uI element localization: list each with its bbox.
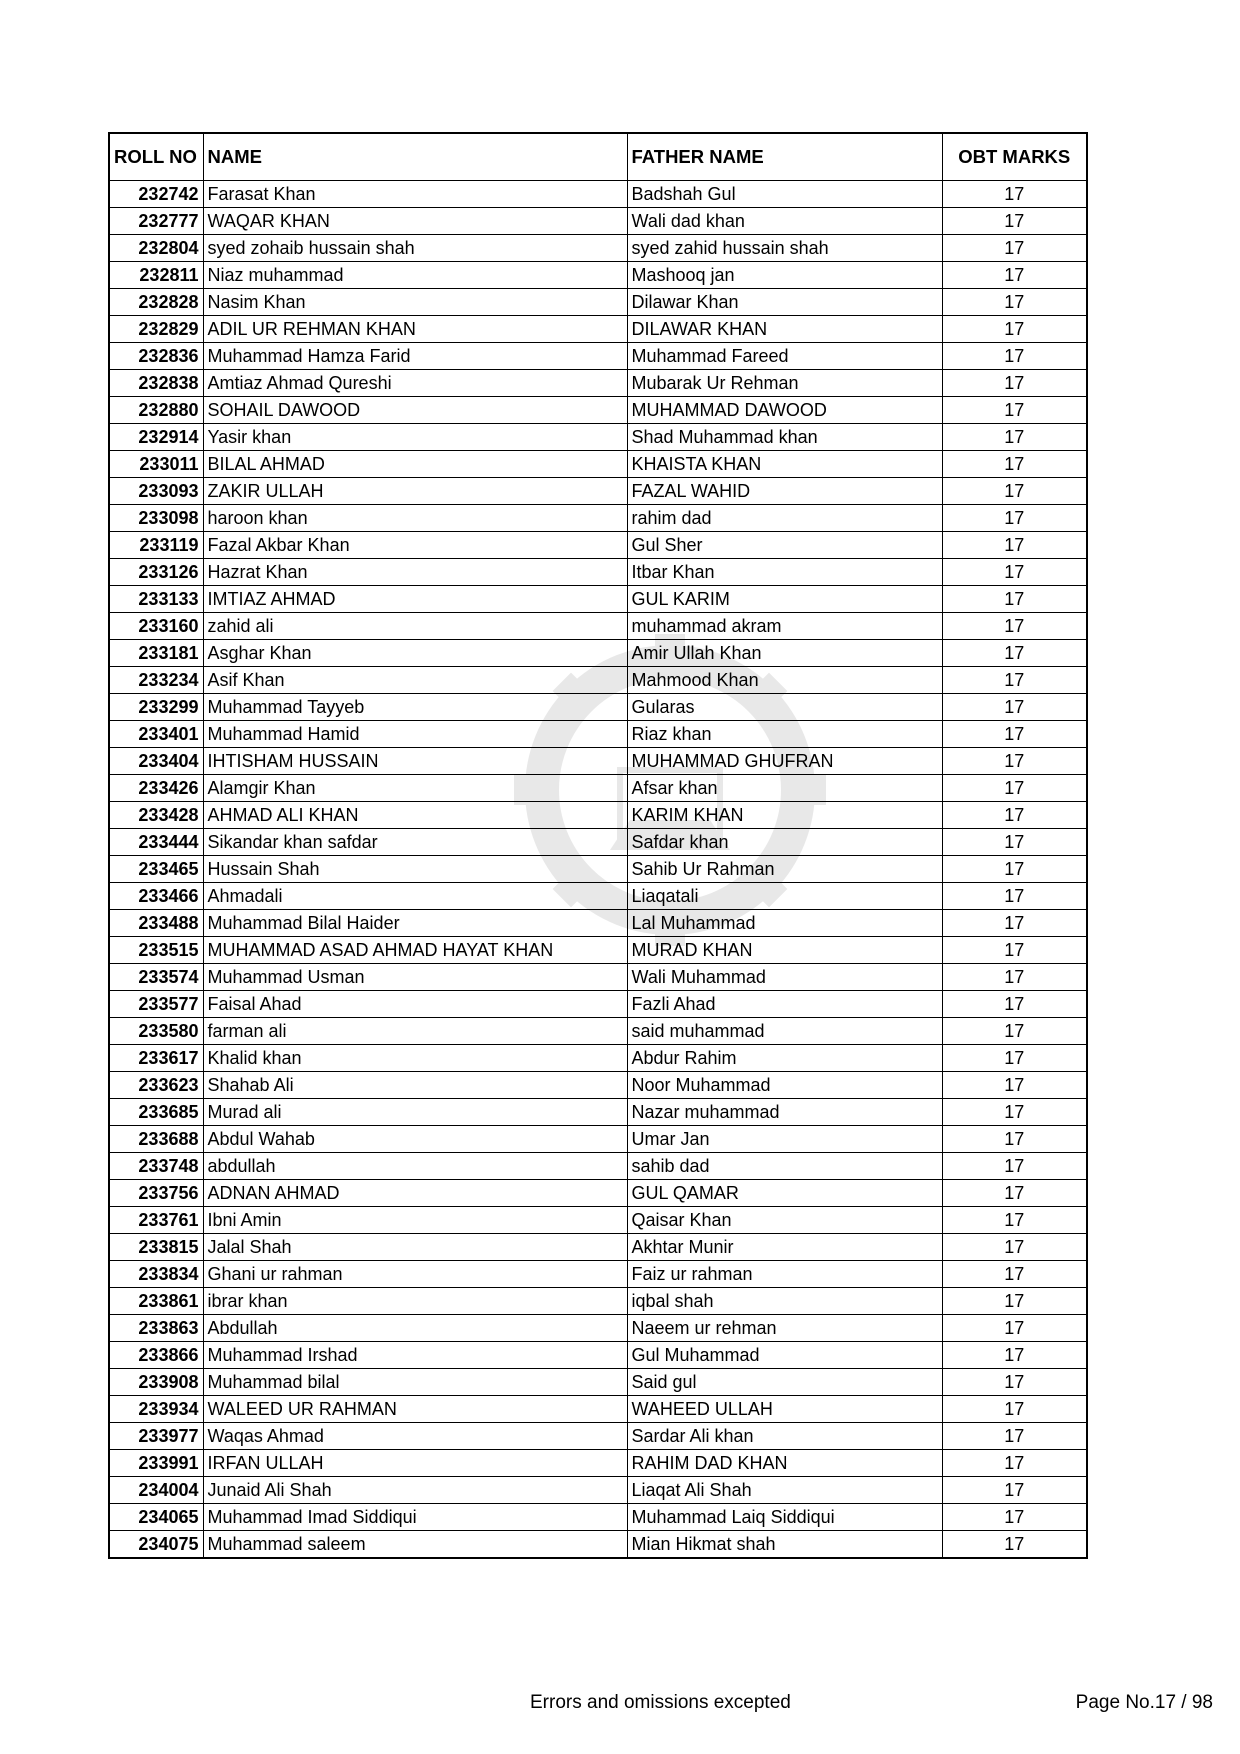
name-cell: Asghar Khan bbox=[203, 640, 627, 667]
roll-no-cell: 233617 bbox=[109, 1045, 203, 1072]
table-row bbox=[109, 748, 1087, 775]
roll-no-cell: 233465 bbox=[109, 856, 203, 883]
obt-marks-cell: 17 bbox=[942, 667, 1087, 694]
father-name-cell: Badshah Gul bbox=[627, 181, 942, 208]
table-row bbox=[109, 856, 1087, 883]
table-row bbox=[109, 559, 1087, 586]
father-name-cell: Abdur Rahim bbox=[627, 1045, 942, 1072]
father-name-cell: GUL KARIM bbox=[627, 586, 942, 613]
table-row bbox=[109, 883, 1087, 910]
name-cell: Ahmadali bbox=[203, 883, 627, 910]
roll-no-cell: 233515 bbox=[109, 937, 203, 964]
table-row bbox=[109, 289, 1087, 316]
obt-marks-cell: 17 bbox=[942, 1045, 1087, 1072]
obt-marks-cell: 17 bbox=[942, 1153, 1087, 1180]
name-cell: IRFAN ULLAH bbox=[203, 1450, 627, 1477]
table-row bbox=[109, 505, 1087, 532]
table-row bbox=[109, 991, 1087, 1018]
table-row bbox=[109, 451, 1087, 478]
roll-no-cell: 233299 bbox=[109, 694, 203, 721]
roll-no-cell: 232742 bbox=[109, 181, 203, 208]
father-name-cell: Liaqatali bbox=[627, 883, 942, 910]
father-name-cell: muhammad akram bbox=[627, 613, 942, 640]
name-cell: Muhammad bilal bbox=[203, 1369, 627, 1396]
father-name-cell: FAZAL WAHID bbox=[627, 478, 942, 505]
roll-no-cell: 234004 bbox=[109, 1477, 203, 1504]
roll-no-cell: 232914 bbox=[109, 424, 203, 451]
father-name-cell: DILAWAR KHAN bbox=[627, 316, 942, 343]
table-row bbox=[109, 370, 1087, 397]
table-row bbox=[109, 1477, 1087, 1504]
roll-no-cell: 232828 bbox=[109, 289, 203, 316]
obt-marks-cell: 17 bbox=[942, 1207, 1087, 1234]
table-row bbox=[109, 1234, 1087, 1261]
roll-no-cell: 234065 bbox=[109, 1504, 203, 1531]
obt-marks-cell: 17 bbox=[942, 1423, 1087, 1450]
table-row bbox=[109, 1396, 1087, 1423]
name-cell: abdullah bbox=[203, 1153, 627, 1180]
father-name-cell: Nazar muhammad bbox=[627, 1099, 942, 1126]
father-name-cell: Mubarak Ur Rehman bbox=[627, 370, 942, 397]
obt-marks-cell: 17 bbox=[942, 1315, 1087, 1342]
father-name-cell: said muhammad bbox=[627, 1018, 942, 1045]
father-name-cell: Safdar khan bbox=[627, 829, 942, 856]
obt-marks-cell: 17 bbox=[942, 937, 1087, 964]
name-cell: Muhammad Tayyeb bbox=[203, 694, 627, 721]
table-row bbox=[109, 586, 1087, 613]
obt-marks-cell: 17 bbox=[942, 208, 1087, 235]
name-cell: Muhammad Imad Siddiqui bbox=[203, 1504, 627, 1531]
roll-no-cell: 233093 bbox=[109, 478, 203, 505]
obt-marks-cell: 17 bbox=[942, 1504, 1087, 1531]
roll-no-cell: 233488 bbox=[109, 910, 203, 937]
roll-no-cell: 233866 bbox=[109, 1342, 203, 1369]
roll-no-cell: 233861 bbox=[109, 1288, 203, 1315]
table-row bbox=[109, 1504, 1087, 1531]
table-row bbox=[109, 316, 1087, 343]
name-cell: Sikandar khan safdar bbox=[203, 829, 627, 856]
father-name-cell: Qaisar Khan bbox=[627, 1207, 942, 1234]
name-cell: haroon khan bbox=[203, 505, 627, 532]
father-name-cell: Fazli Ahad bbox=[627, 991, 942, 1018]
obt-marks-cell: 17 bbox=[942, 991, 1087, 1018]
roll-no-cell: 232829 bbox=[109, 316, 203, 343]
father-name-cell: Wali Muhammad bbox=[627, 964, 942, 991]
roll-no-cell: 233577 bbox=[109, 991, 203, 1018]
name-cell: ADNAN AHMAD bbox=[203, 1180, 627, 1207]
table-row bbox=[109, 1018, 1087, 1045]
roll-no-cell: 233119 bbox=[109, 532, 203, 559]
roll-no-cell: 233756 bbox=[109, 1180, 203, 1207]
name-cell: Shahab Ali bbox=[203, 1072, 627, 1099]
table-row bbox=[109, 1099, 1087, 1126]
roll-no-cell: 233574 bbox=[109, 964, 203, 991]
obt-marks-cell: 17 bbox=[942, 1477, 1087, 1504]
roll-no-cell: 233934 bbox=[109, 1396, 203, 1423]
name-cell: AHMAD ALI KHAN bbox=[203, 802, 627, 829]
name-cell: Abdul Wahab bbox=[203, 1126, 627, 1153]
table-row bbox=[109, 1072, 1087, 1099]
father-name-cell: Amir Ullah Khan bbox=[627, 640, 942, 667]
table-row bbox=[109, 1531, 1087, 1559]
father-name-cell: MUHAMMAD GHUFRAN bbox=[627, 748, 942, 775]
father-name-cell: MURAD KHAN bbox=[627, 937, 942, 964]
roll-no-cell: 233688 bbox=[109, 1126, 203, 1153]
table-row bbox=[109, 1126, 1087, 1153]
roll-no-cell: 233834 bbox=[109, 1261, 203, 1288]
father-name-cell: Itbar Khan bbox=[627, 559, 942, 586]
father-name-cell: Naeem ur rehman bbox=[627, 1315, 942, 1342]
roll-no-cell: 233401 bbox=[109, 721, 203, 748]
table-row bbox=[109, 1369, 1087, 1396]
father-name-cell: Faiz ur rahman bbox=[627, 1261, 942, 1288]
father-name-cell: Mahmood Khan bbox=[627, 667, 942, 694]
obt-marks-cell: 17 bbox=[942, 478, 1087, 505]
table-row bbox=[109, 1342, 1087, 1369]
roll-no-cell: 233404 bbox=[109, 748, 203, 775]
name-cell: Abdullah bbox=[203, 1315, 627, 1342]
table-row bbox=[109, 1180, 1087, 1207]
table-row bbox=[109, 478, 1087, 505]
roll-no-cell: 233466 bbox=[109, 883, 203, 910]
table-row bbox=[109, 1153, 1087, 1180]
name-cell: Waqas Ahmad bbox=[203, 1423, 627, 1450]
father-name-cell: GUL QAMAR bbox=[627, 1180, 942, 1207]
table-row bbox=[109, 910, 1087, 937]
father-name-cell: KHAISTA KHAN bbox=[627, 451, 942, 478]
obt-marks-cell: 17 bbox=[942, 640, 1087, 667]
results-table bbox=[108, 132, 1088, 1559]
name-cell: WAQAR KHAN bbox=[203, 208, 627, 235]
obt-marks-cell: 17 bbox=[942, 1531, 1087, 1559]
father-name-cell: Sahib Ur Rahman bbox=[627, 856, 942, 883]
header-roll-no: ROLL NO bbox=[109, 133, 203, 181]
obt-marks-cell: 17 bbox=[942, 613, 1087, 640]
obt-marks-cell: 17 bbox=[942, 721, 1087, 748]
roll-no-cell: 232836 bbox=[109, 343, 203, 370]
table-row bbox=[109, 964, 1087, 991]
roll-no-cell: 233098 bbox=[109, 505, 203, 532]
obt-marks-cell: 17 bbox=[942, 802, 1087, 829]
name-cell: Yasir khan bbox=[203, 424, 627, 451]
roll-no-cell: 233863 bbox=[109, 1315, 203, 1342]
obt-marks-cell: 17 bbox=[942, 910, 1087, 937]
roll-no-cell: 233623 bbox=[109, 1072, 203, 1099]
obt-marks-cell: 17 bbox=[942, 748, 1087, 775]
table-row bbox=[109, 1315, 1087, 1342]
father-name-cell: syed zahid hussain shah bbox=[627, 235, 942, 262]
roll-no-cell: 232880 bbox=[109, 397, 203, 424]
father-name-cell: Riaz khan bbox=[627, 721, 942, 748]
father-name-cell: Gularas bbox=[627, 694, 942, 721]
father-name-cell: Akhtar Munir bbox=[627, 1234, 942, 1261]
obt-marks-cell: 17 bbox=[942, 1018, 1087, 1045]
roll-no-cell: 233234 bbox=[109, 667, 203, 694]
obt-marks-cell: 17 bbox=[942, 1126, 1087, 1153]
father-name-cell: Shad Muhammad khan bbox=[627, 424, 942, 451]
roll-no-cell: 233181 bbox=[109, 640, 203, 667]
name-cell: Farasat Khan bbox=[203, 181, 627, 208]
obt-marks-cell: 17 bbox=[942, 1234, 1087, 1261]
father-name-cell: Muhammad Laiq Siddiqui bbox=[627, 1504, 942, 1531]
table-row bbox=[109, 775, 1087, 802]
roll-no-cell: 233160 bbox=[109, 613, 203, 640]
header-father-name: FATHER NAME bbox=[627, 133, 942, 181]
roll-no-cell: 232811 bbox=[109, 262, 203, 289]
name-cell: Niaz muhammad bbox=[203, 262, 627, 289]
father-name-cell: Dilawar Khan bbox=[627, 289, 942, 316]
table-row bbox=[109, 613, 1087, 640]
table-row bbox=[109, 1045, 1087, 1072]
name-cell: Fazal Akbar Khan bbox=[203, 532, 627, 559]
roll-no-cell: 233685 bbox=[109, 1099, 203, 1126]
obt-marks-cell: 17 bbox=[942, 883, 1087, 910]
obt-marks-cell: 17 bbox=[942, 964, 1087, 991]
footer-disclaimer: Errors and omissions excepted bbox=[530, 1692, 791, 1713]
father-name-cell: Umar Jan bbox=[627, 1126, 942, 1153]
roll-no-cell: 234075 bbox=[109, 1531, 203, 1559]
name-cell: Muhammad Hamid bbox=[203, 721, 627, 748]
name-cell: IHTISHAM HUSSAIN bbox=[203, 748, 627, 775]
roll-no-cell: 233011 bbox=[109, 451, 203, 478]
father-name-cell: Gul Muhammad bbox=[627, 1342, 942, 1369]
name-cell: ADIL UR REHMAN KHAN bbox=[203, 316, 627, 343]
table-row bbox=[109, 1207, 1087, 1234]
obt-marks-cell: 17 bbox=[942, 451, 1087, 478]
table-body bbox=[109, 181, 1087, 1559]
name-cell: Muhammad Hamza Farid bbox=[203, 343, 627, 370]
obt-marks-cell: 17 bbox=[942, 829, 1087, 856]
father-name-cell: Noor Muhammad bbox=[627, 1072, 942, 1099]
obt-marks-cell: 17 bbox=[942, 1369, 1087, 1396]
name-cell: zahid ali bbox=[203, 613, 627, 640]
obt-marks-cell: 17 bbox=[942, 370, 1087, 397]
table-row bbox=[109, 1288, 1087, 1315]
name-cell: Faisal Ahad bbox=[203, 991, 627, 1018]
table-row bbox=[109, 208, 1087, 235]
father-name-cell: Liaqat Ali Shah bbox=[627, 1477, 942, 1504]
father-name-cell: Afsar khan bbox=[627, 775, 942, 802]
obt-marks-cell: 17 bbox=[942, 1450, 1087, 1477]
obt-marks-cell: 17 bbox=[942, 343, 1087, 370]
table-row bbox=[109, 343, 1087, 370]
obt-marks-cell: 17 bbox=[942, 289, 1087, 316]
father-name-cell: iqbal shah bbox=[627, 1288, 942, 1315]
obt-marks-cell: 17 bbox=[942, 181, 1087, 208]
name-cell: Amtiaz Ahmad Qureshi bbox=[203, 370, 627, 397]
name-cell: Hussain Shah bbox=[203, 856, 627, 883]
roll-no-cell: 233748 bbox=[109, 1153, 203, 1180]
name-cell: Nasim Khan bbox=[203, 289, 627, 316]
obt-marks-cell: 17 bbox=[942, 1261, 1087, 1288]
table-row bbox=[109, 1423, 1087, 1450]
roll-no-cell: 233991 bbox=[109, 1450, 203, 1477]
father-name-cell: sahib dad bbox=[627, 1153, 942, 1180]
name-cell: Ghani ur rahman bbox=[203, 1261, 627, 1288]
table-row bbox=[109, 181, 1087, 208]
roll-no-cell: 232838 bbox=[109, 370, 203, 397]
obt-marks-cell: 17 bbox=[942, 316, 1087, 343]
roll-no-cell: 233761 bbox=[109, 1207, 203, 1234]
roll-no-cell: 233815 bbox=[109, 1234, 203, 1261]
obt-marks-cell: 17 bbox=[942, 559, 1087, 586]
obt-marks-cell: 17 bbox=[942, 505, 1087, 532]
table-row bbox=[109, 1261, 1087, 1288]
obt-marks-cell: 17 bbox=[942, 1180, 1087, 1207]
name-cell: Muhammad Bilal Haider bbox=[203, 910, 627, 937]
name-cell: MUHAMMAD ASAD AHMAD HAYAT KHAN bbox=[203, 937, 627, 964]
name-cell: SOHAIL DAWOOD bbox=[203, 397, 627, 424]
name-cell: Alamgir Khan bbox=[203, 775, 627, 802]
name-cell: Muhammad Irshad bbox=[203, 1342, 627, 1369]
table-row bbox=[109, 424, 1087, 451]
name-cell: farman ali bbox=[203, 1018, 627, 1045]
obt-marks-cell: 17 bbox=[942, 775, 1087, 802]
roll-no-cell: 233428 bbox=[109, 802, 203, 829]
obt-marks-cell: 17 bbox=[942, 856, 1087, 883]
father-name-cell: Lal Muhammad bbox=[627, 910, 942, 937]
table-row bbox=[109, 721, 1087, 748]
table-row bbox=[109, 1450, 1087, 1477]
father-name-cell: Mashooq jan bbox=[627, 262, 942, 289]
father-name-cell: KARIM KHAN bbox=[627, 802, 942, 829]
roll-no-cell: 233133 bbox=[109, 586, 203, 613]
father-name-cell: Gul Sher bbox=[627, 532, 942, 559]
father-name-cell: WAHEED ULLAH bbox=[627, 1396, 942, 1423]
name-cell: Jalal Shah bbox=[203, 1234, 627, 1261]
name-cell: WALEED UR RAHMAN bbox=[203, 1396, 627, 1423]
obt-marks-cell: 17 bbox=[942, 532, 1087, 559]
name-cell: Junaid Ali Shah bbox=[203, 1477, 627, 1504]
obt-marks-cell: 17 bbox=[942, 235, 1087, 262]
father-name-cell: MUHAMMAD DAWOOD bbox=[627, 397, 942, 424]
name-cell: ibrar khan bbox=[203, 1288, 627, 1315]
table-row bbox=[109, 694, 1087, 721]
father-name-cell: RAHIM DAD KHAN bbox=[627, 1450, 942, 1477]
roll-no-cell: 233444 bbox=[109, 829, 203, 856]
name-cell: Khalid khan bbox=[203, 1045, 627, 1072]
name-cell: Hazrat Khan bbox=[203, 559, 627, 586]
obt-marks-cell: 17 bbox=[942, 1099, 1087, 1126]
obt-marks-cell: 17 bbox=[942, 397, 1087, 424]
obt-marks-cell: 17 bbox=[942, 1072, 1087, 1099]
obt-marks-cell: 17 bbox=[942, 424, 1087, 451]
obt-marks-cell: 17 bbox=[942, 1342, 1087, 1369]
name-cell: BILAL AHMAD bbox=[203, 451, 627, 478]
roll-no-cell: 233908 bbox=[109, 1369, 203, 1396]
father-name-cell: rahim dad bbox=[627, 505, 942, 532]
father-name-cell: Wali dad khan bbox=[627, 208, 942, 235]
obt-marks-cell: 17 bbox=[942, 262, 1087, 289]
father-name-cell: Muhammad Fareed bbox=[627, 343, 942, 370]
name-cell: Muhammad Usman bbox=[203, 964, 627, 991]
table-header-row bbox=[109, 133, 1087, 181]
table-row bbox=[109, 262, 1087, 289]
table-row bbox=[109, 235, 1087, 262]
name-cell: Muhammad saleem bbox=[203, 1531, 627, 1559]
name-cell: Asif Khan bbox=[203, 667, 627, 694]
table-row bbox=[109, 397, 1087, 424]
obt-marks-cell: 17 bbox=[942, 1288, 1087, 1315]
table-row bbox=[109, 532, 1087, 559]
name-cell: syed zohaib hussain shah bbox=[203, 235, 627, 262]
table-row bbox=[109, 937, 1087, 964]
father-name-cell: Sardar Ali khan bbox=[627, 1423, 942, 1450]
obt-marks-cell: 17 bbox=[942, 1396, 1087, 1423]
name-cell: ZAKIR ULLAH bbox=[203, 478, 627, 505]
table-row bbox=[109, 640, 1087, 667]
name-cell: IMTIAZ AHMAD bbox=[203, 586, 627, 613]
header-name: NAME bbox=[203, 133, 627, 181]
roll-no-cell: 232804 bbox=[109, 235, 203, 262]
table-row bbox=[109, 802, 1087, 829]
roll-no-cell: 232777 bbox=[109, 208, 203, 235]
obt-marks-cell: 17 bbox=[942, 586, 1087, 613]
table-row bbox=[109, 667, 1087, 694]
table-row bbox=[109, 829, 1087, 856]
roll-no-cell: 233426 bbox=[109, 775, 203, 802]
roll-no-cell: 233126 bbox=[109, 559, 203, 586]
page-number: Page No.17 / 98 bbox=[1075, 1692, 1213, 1713]
name-cell: Murad ali bbox=[203, 1099, 627, 1126]
name-cell: Ibni Amin bbox=[203, 1207, 627, 1234]
roll-no-cell: 233977 bbox=[109, 1423, 203, 1450]
header-obt-marks: OBT MARKS bbox=[942, 133, 1087, 181]
roll-no-cell: 233580 bbox=[109, 1018, 203, 1045]
father-name-cell: Said gul bbox=[627, 1369, 942, 1396]
obt-marks-cell: 17 bbox=[942, 694, 1087, 721]
father-name-cell: Mian Hikmat shah bbox=[627, 1531, 942, 1559]
